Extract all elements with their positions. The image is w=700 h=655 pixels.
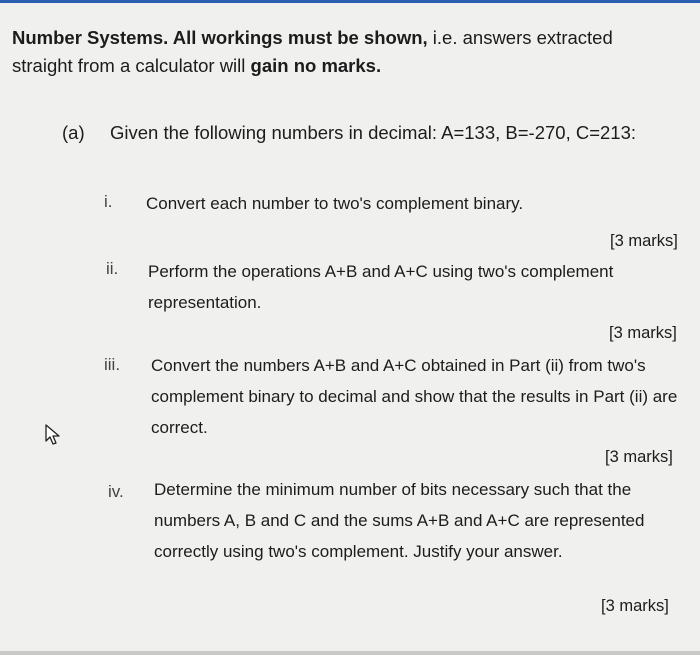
part-a-label: (a) <box>62 122 85 143</box>
top-border <box>0 0 700 3</box>
marks-label: [3 marks] <box>601 597 669 615</box>
item-text: Convert each number to two's complement binary. <box>146 194 524 213</box>
part-a-question: Given the following numbers in decimal: A=133, B=-270, C=213: <box>110 122 637 143</box>
item-text: Convert the numbers A+B and A+C obtained in Part (ii) from two's complement binary to decimal and show that the results in Part (ii) are correct. <box>151 356 678 437</box>
marks-label: [3 marks] <box>609 324 677 342</box>
bottom-border <box>0 651 700 655</box>
page-title: Number Systems. All workings must be shown, i.e. answers extracted straight from a calculator will gain no marks. <box>12 27 613 76</box>
item-number: iii. <box>104 355 121 374</box>
marks-label: [3 marks] <box>610 232 678 250</box>
item-number: i. <box>104 192 113 211</box>
marks-label: [3 marks] <box>605 448 673 466</box>
item-text: Determine the minimum number of bits necessary such that the numbers A, B and C and the sums A+B and A+C are represented correctly using two's complement. Justify your answer. <box>154 480 645 561</box>
item-number: iv. <box>108 482 124 501</box>
item-text: Perform the operations A+B and A+C using two's complement representation. <box>148 262 614 312</box>
item-number: ii. <box>106 259 119 278</box>
mouse-pointer-icon <box>44 423 64 447</box>
